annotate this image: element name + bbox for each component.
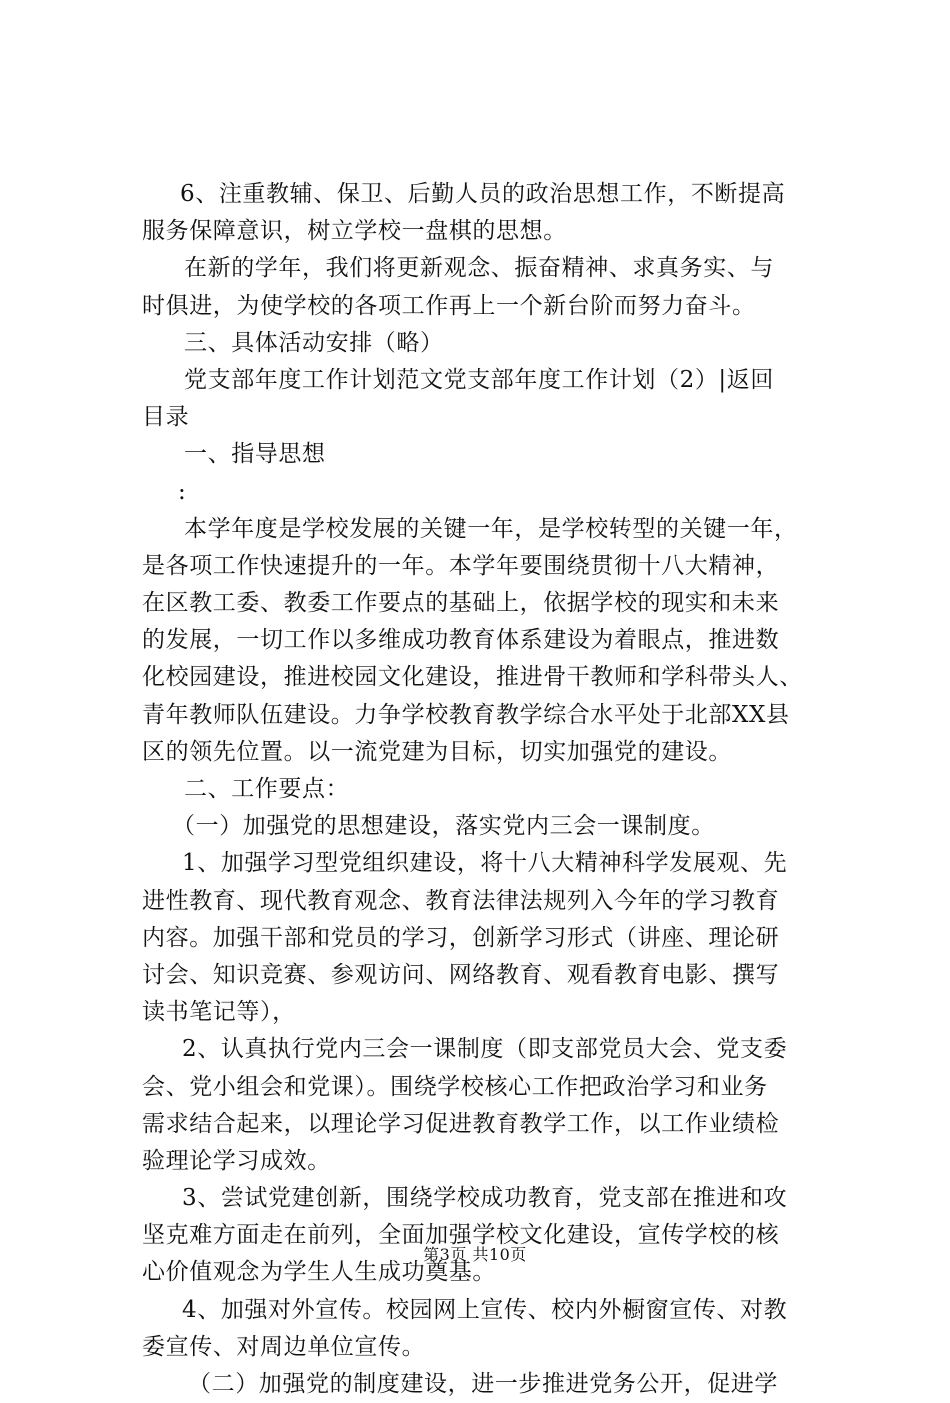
paragraph-line: 青年教师队伍建设。力争学校教育教学综合水平处于北部XX县 [142,701,790,728]
paragraph-line: : [178,478,187,505]
document-title-line: 党支部年度工作计划范文党支部年度工作计划（2）|返回 [184,366,774,393]
paragraph-line: 验理论学习成效。 [142,1147,331,1174]
paragraph-line: 心价值观念为学生人生成功奠基。 [142,1259,496,1286]
paragraph-line: 区的领先位置。以一流党建为目标，切实加强党的建设。 [142,738,732,765]
paragraph-line: 委宣传、对周边单位宣传。 [142,1333,426,1360]
section-heading: 一、指导思想 [184,441,326,468]
paragraph-line: 3、尝试党建创新，围绕学校成功教育，党支部在推进和攻 [182,1185,788,1212]
paragraph-line: 需求结合起来，以理论学习促进教育教学工作，以工作业绩检 [142,1110,780,1137]
document-body [142,176,842,1403]
paragraph-line: 在区教工委、教委工作要点的基础上，依据学校的现实和未来 [142,590,780,617]
paragraph-line: 2、认真执行党内三会一课制度（即支部党员大会、党支委 [182,1036,788,1063]
paragraph-line: 内容。加强干部和党员的学习，创新学习形式（讲座、理论研 [142,924,780,951]
paragraph-line: 在新的学年，我们将更新观念、振奋精神、求真务实、与 [184,255,774,282]
section-heading: 二、工作要点： [184,776,350,802]
paragraph-line: 坚克难方面走在前列，全面加强学校文化建设，宣传学校的核 [142,1222,780,1249]
document-title-line: 目录 [142,404,190,431]
paragraph-line: 读书笔记等）， [142,999,296,1026]
paragraph-line: 讨会、知识竞赛、参观访问、网络教育、观看教育电影、撰写 [142,961,780,988]
paragraph-line: 时俱进，为使学校的各项工作再上一个新台阶而努力奋斗。 [142,292,756,319]
subsection-heading: （二）加强党的制度建设，进一步推进党务公开，促进学 [188,1371,778,1397]
paragraph-line: 6、注重教辅、保卫、后勤人员的政治思想工作，不断提高 [180,181,786,207]
paragraph-line: 是各项工作快速提升的一年。本学年要围绕贯彻十八大精神， [142,552,780,579]
paragraph-line: 服务保障意识，树立学校一盘棋的思想。 [142,218,567,245]
paragraph-line: 化校园建设，推进校园文化建设，推进骨干教师和学科带头人、 [142,664,803,691]
paragraph-line: 的发展，一切工作以多维成功教育体系建设为着眼点，推进数 [142,627,780,654]
page-footer: 第3页 共10页 [423,1245,527,1264]
paragraph-line: 4、加强对外宣传。校园网上宣传、校内外橱窗宣传、对教 [182,1296,788,1323]
paragraph-line: 本学年度是学校发展的关键一年，是学校转型的关键一年， [184,515,798,542]
section-heading: 三、具体活动安排（略） [184,329,444,356]
paragraph-line: 1、加强学习型党组织建设，将十八大精神科学发展观、先 [182,850,788,877]
paragraph-line: 会、党小组会和党课）。围绕学校核心工作把政治学习和业务 [142,1073,768,1100]
paragraph-line: 进性教育、现代教育观念、教育法律法规列入今年的学习教育 [142,887,780,914]
subsection-heading: （一）加强党的思想建设，落实党内三会一课制度。 [172,813,715,840]
